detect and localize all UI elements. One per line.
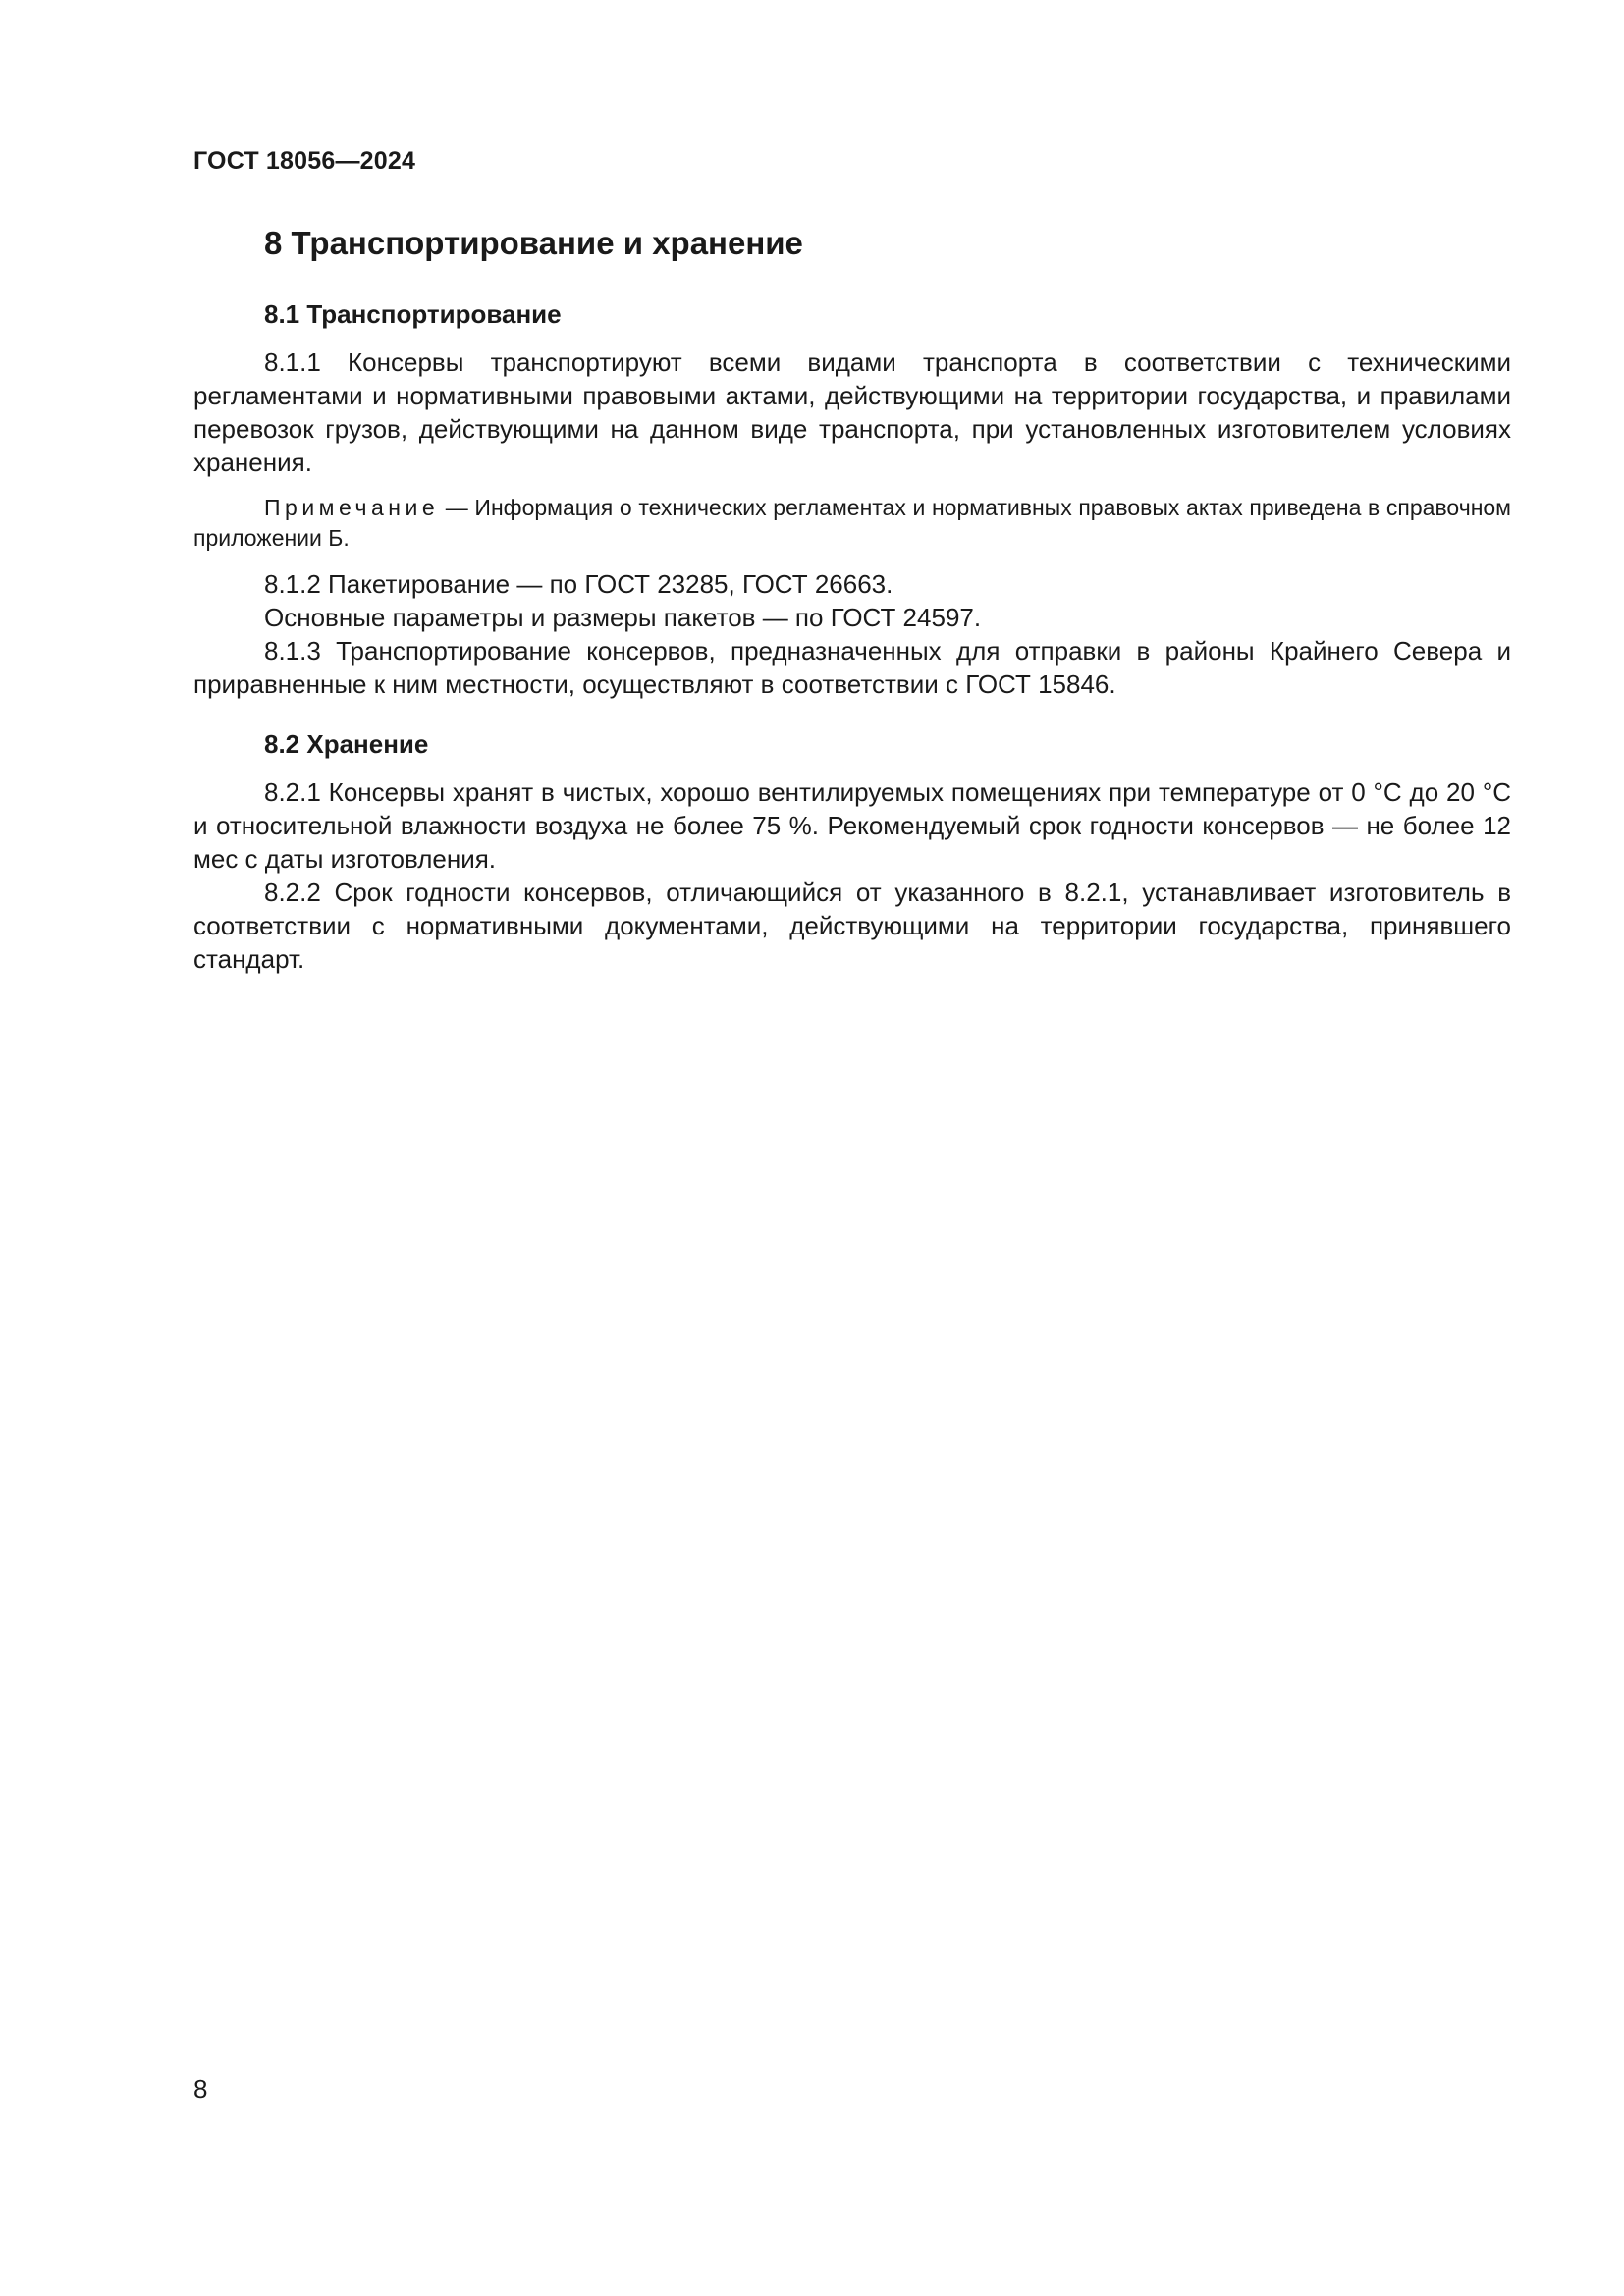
subsection-title-storage: 8.2 Хранение bbox=[264, 729, 429, 759]
note-label: Примечание bbox=[264, 495, 440, 520]
subsection-title-transport: 8.1 Транспортирование bbox=[264, 299, 562, 329]
note-text: — Информация о технических регламентах и нормативных правовых актах приведена в справочном приложении Б. bbox=[193, 495, 1511, 551]
paragraph-8-2-1: 8.2.1 Консервы хранят в чистых, хорошо вентилируемых помещениях при температуре от 0 °С до 20 °С и относительной влажности воздуха не более 75 %. Рекомендуемый срок годности консервов — не более 12 мес с даты изготовления. bbox=[193, 777, 1511, 874]
paragraph-8-1-2-params: Основные параметры и размеры пакетов — по ГОСТ 24597. bbox=[264, 603, 982, 632]
page-number: 8 bbox=[193, 2074, 208, 2104]
paragraph-8-2-2: 8.2.2 Срок годности консервов, отличающийся от указанного в 8.2.1, устанавливает изготовитель в соответствии с нормативными документами, действующими на территории государства, принявшего стандарт. bbox=[193, 878, 1511, 974]
paragraph-8-1-1: 8.1.1 Консервы транспортируют всеми видами транспорта в соответствии с техническими регламентами и нормативными правовыми актами, действующими на территории государства, и правилами перевозок грузов, действующими на данном виде транспорта, при установленных изготовителем условиях хранения. bbox=[193, 347, 1511, 477]
section-title: 8 Транспортирование и хранение bbox=[264, 225, 803, 261]
paragraph-8-1-2: 8.1.2 Пакетирование — по ГОСТ 23285, ГОСТ 26663. bbox=[264, 569, 893, 599]
note bbox=[193, 493, 1511, 554]
page-content bbox=[193, 218, 1511, 976]
document-code: ГОСТ 18056—2024 bbox=[193, 147, 416, 175]
paragraph-8-1-3: 8.1.3 Транспортирование консервов, предназначенных для отправки в районы Крайнего Севера и приравненные к ним местности, осуществляют в соответствии с ГОСТ 15846. bbox=[193, 636, 1511, 699]
